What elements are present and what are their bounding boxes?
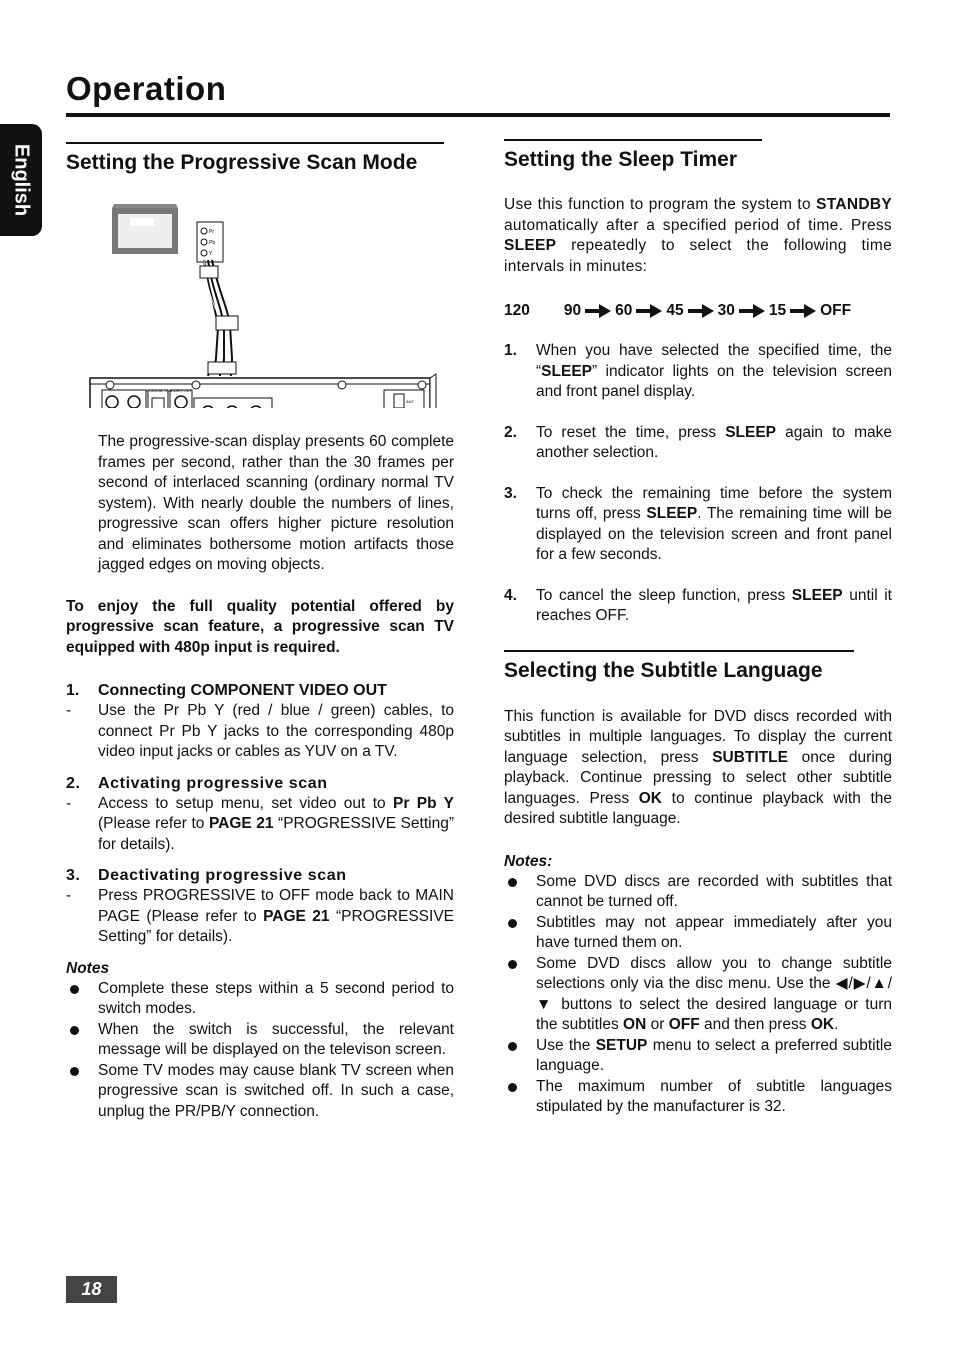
- dash-marker: -: [66, 794, 72, 812]
- interval-value: 60: [615, 302, 633, 319]
- step-bold: Pr Pb Y: [393, 794, 454, 812]
- note-text: menu to select a preferred subtitle language.: [536, 1036, 893, 1074]
- sleep-intervals: [504, 300, 892, 322]
- step-bold: SLEEP: [725, 423, 777, 441]
- step-text: until it reaches OFF.: [536, 586, 892, 624]
- step-text: ” indicator lights on the television screen and front panel display.: [536, 362, 892, 400]
- panel-label-ant: ANT: [406, 399, 414, 404]
- note-text: Subtitles may not appear immediately after you have turned them on.: [536, 913, 892, 951]
- step-text: . The remaining time will be displayed on the television screen and front panel for a few seconds.: [536, 505, 892, 563]
- dash-marker: -: [66, 702, 72, 719]
- sleep-step: [504, 423, 892, 464]
- step-text: again to make another selection.: [536, 423, 892, 461]
- note-bold: OK: [810, 1016, 835, 1033]
- subtitle-intro: [504, 707, 892, 830]
- note-text: Use the: [536, 1036, 596, 1054]
- connection-diagram: [66, 198, 454, 408]
- step-text: Access to setup menu, set video out to: [98, 794, 394, 812]
- notes-heading: Notes: [66, 959, 110, 977]
- note-text: and then press: [699, 1016, 811, 1033]
- step-text: “PROGRESSIVE Setting” for details).: [98, 907, 454, 945]
- intro-bold: STANDBY: [816, 196, 892, 213]
- note-item: [504, 913, 892, 954]
- step-bold: PAGE 21: [208, 815, 274, 832]
- intro-bold: SUBTITLE: [712, 748, 788, 766]
- interval-value: 30: [717, 302, 735, 319]
- note-item: [504, 1036, 892, 1077]
- step-text: Use the Pr Pb Y (red / blue / green) cables, to connect Pr Pb Y jacks to the corresponding 480p video input jacks or cables as YUV on a TV.: [98, 702, 454, 760]
- section-rule: [66, 142, 444, 144]
- section-title: Selecting the Subtitle Language: [504, 658, 823, 682]
- interval-value: 45: [666, 302, 684, 319]
- note-item: Complete these steps within a 5 second period to switch modes.: [66, 979, 454, 1020]
- intro-text: Use this function to program the system to: [504, 196, 817, 213]
- jack-label-y: Y: [209, 251, 213, 257]
- panel-label-coaxial: COAXIAL OUT: [146, 388, 173, 393]
- step-text: To cancel the sleep function, press: [536, 586, 792, 604]
- section-title: Setting the Sleep Timer: [504, 148, 737, 171]
- dvd-rear-panel: [90, 374, 436, 408]
- arrow-right-icon: [585, 304, 611, 318]
- step-number: 2.: [504, 423, 517, 441]
- step-heading: Connecting COMPONENT VIDEO OUT: [98, 682, 387, 699]
- dash-marker: -: [66, 887, 72, 904]
- note-bold: OFF: [668, 1016, 700, 1033]
- step-number: 2.: [66, 774, 81, 792]
- interval-value: 15: [768, 302, 787, 319]
- step-bold: SLEEP: [646, 505, 698, 522]
- note-item: When the switch is successful, the relevant message will be displayed on the televison screen.: [66, 1020, 454, 1061]
- note-item: [504, 872, 892, 913]
- intro-text: This function is available for DVD discs recorded with subtitles in multiple languages. To display the current language selection, press: [504, 707, 892, 766]
- note-text: Some DVD discs allow you to change subtitle selections only via the disc menu. Use the ◀/▶/▲/▼ buttons to select the desired language or turn the subtitles: [536, 954, 892, 1033]
- requirement-text: To enjoy the full quality potential offered by progressive scan feature, a progressive scan TV equipped with 480p input is required.: [66, 597, 454, 656]
- notes-heading: Notes:: [504, 852, 553, 870]
- step-2: [66, 773, 454, 856]
- note-bold: ON: [623, 1016, 647, 1033]
- note-item: Some TV modes may cause blank TV screen when progressive scan is switched off. In such a case, unplug the PR/PB/Y connection.: [66, 1061, 454, 1123]
- sleep-step: [504, 484, 892, 566]
- intro-text: to continue playback with the desired subtitle language.: [504, 789, 892, 827]
- intro-text: once during playback. Continue pressing to select other subtitle languages. Press: [504, 748, 893, 807]
- header-rule: [66, 113, 890, 117]
- page-number: 18: [66, 1276, 117, 1303]
- step-number: 1.: [504, 342, 517, 359]
- interval-value: 120: [504, 302, 530, 319]
- step-text: To reset the time, press: [536, 423, 726, 441]
- step-bold: SLEEP: [791, 586, 843, 604]
- step-number: 1.: [66, 682, 80, 699]
- note-item: [504, 954, 892, 1036]
- step-bold: PAGE 21: [263, 907, 330, 925]
- step-number: 3.: [66, 867, 81, 884]
- panel-label-video: VIDEO OUT: [170, 388, 193, 393]
- jack-label-pr: Pr: [209, 229, 214, 235]
- jack-label-pb: Pb: [209, 240, 216, 246]
- sleep-intro: [504, 195, 892, 277]
- arrow-right-icon: [790, 304, 816, 318]
- step-text: Press PROGRESSIVE to OFF mode back to MAIN PAGE (Please refer to: [98, 887, 454, 925]
- section-rule: [504, 139, 762, 141]
- note-item: [504, 1077, 892, 1118]
- intro-bold: OK: [638, 789, 662, 807]
- arrow-right-icon: [739, 304, 765, 318]
- step-3: [66, 865, 454, 948]
- note-text: The maximum number of subtitle languages stipulated by the manufacturer is 32.: [536, 1077, 892, 1115]
- note-text: or: [646, 1016, 669, 1033]
- sleep-timer-section: [504, 139, 892, 1118]
- section-rule: [504, 650, 854, 652]
- step-text: When you have selected the specified time, the “: [536, 342, 892, 380]
- intro-text: repeatedly to select the following time intervals in minutes:: [504, 237, 892, 275]
- step-text: To check the remaining time before the system turns off, press: [536, 484, 892, 522]
- step-text: (Please refer to: [98, 815, 209, 832]
- step-number: 4.: [504, 586, 517, 604]
- sleep-step: [504, 586, 892, 627]
- step-heading: Activating progressive scan: [98, 774, 328, 792]
- page-title: Operation: [66, 70, 227, 107]
- step-text: “PROGRESSIVE Setting” for details).: [98, 815, 454, 853]
- intro-text: automatically after a specified period of time. Press: [504, 216, 892, 234]
- step-number: 3.: [504, 484, 517, 502]
- tv-illustration: [112, 204, 178, 254]
- step-1: [66, 680, 454, 763]
- section-title: Setting the Progressive Scan Mode: [66, 151, 418, 174]
- progressive-intro: The progressive-scan display presents 60 complete frames per second, rather than the 30 frames per second of interlaced scanning (ordinary normal TV system). With nearly double the numbers of lines, progressive scan offers higher picture resolution and eliminates bothersome motion artifacts those jagged edges on moving objects.: [98, 433, 454, 573]
- interval-value: 90: [563, 302, 582, 319]
- note-text: .: [834, 1016, 839, 1033]
- sleep-step: [504, 341, 892, 403]
- interval-value: OFF: [820, 302, 852, 319]
- language-tab: [0, 124, 42, 236]
- note-bold: SETUP: [595, 1036, 648, 1054]
- step-heading: Deactivating progressive scan: [98, 867, 347, 884]
- subtitle-section: [504, 650, 892, 1118]
- intro-bold: SLEEP: [504, 237, 557, 254]
- step-bold: SLEEP: [541, 362, 592, 380]
- arrow-right-icon: [688, 304, 714, 318]
- note-text: Some DVD discs are recorded with subtitles that cannot be turned off.: [536, 872, 892, 910]
- progressive-scan-section: [66, 142, 454, 1122]
- language-tab-label: English: [10, 143, 33, 217]
- arrow-right-icon: [636, 304, 662, 318]
